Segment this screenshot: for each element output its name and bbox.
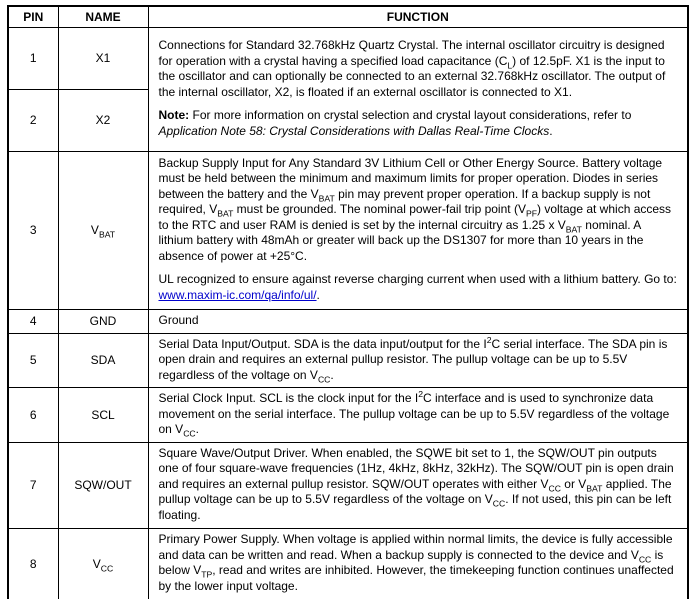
pin-number: 2 [8,89,58,151]
pin-name: GND [58,309,148,333]
function-cell-vbat [148,151,688,309]
table-row-pin-1 [8,27,688,89]
pin-number: 4 [8,309,58,333]
pin-function-table [7,5,689,599]
function-paragraph: Backup Supply Input for Any Standard 3V Lithium Cell or Other Energy Source. Battery voltage must be held between the minimum and maximum limits for proper operation. Diodes in series between the battery and the $V_{BAT}$ pin may prevent proper operation. If a backup supply is not required, $V_{BAT}$ must be grounded. The nominal power-fail trip point $(V_{PF})$ voltage at which access to the RTC and user RAM is denied is set by the internal circuitry as 1.25 x $V_{BAT}$ nominal. A lithium battery with 48mAh or greater will back up the DS1307 for more than 10 years in the absence of power at +25°C. [158,155,672,263]
function-paragraph: Serial Clock Input. SCL is the clock input for the $I^2C$ interface and is used to synchronize data movement on the serial interface. The pullup voltage can be up to 5.5V regardless of the voltage on $V_{CC}$. [158,389,670,439]
function-cell-sda [148,333,688,388]
pin-number: 6 [8,388,58,443]
maxim-ul-link[interactable]: www.maxim-ic.com/qa/info/ul/ [158,287,317,302]
function-note-paragraph: Note: For more information on crystal selection and crystal layout considerations, refer to Application Note 58: Crystal Considerations with Dallas Real-Time Clocks. [158,108,632,138]
function-paragraph: Serial Data Input/Output. SDA is the data input/output for the $I^2C$ serial interface. The SDA pin is open drain and requires an external pullup resistor. The pullup voltage can be up to 5.5V regardless of the voltage on $V_{CC}$. [158,334,668,384]
function-paragraph: Connections for Standard 32.768kHz Quartz Crystal. The internal oscillator circuitry is designed for operation with a crystal having a specified load capacitance $(C_L)$ of 12.5pF. X1 is the input to the oscillator and can optionally be connected to an external 32.768kHz oscillator. The output of the internal oscillator, X2, is floated if an external oscillator is connected to X1. [158,38,666,99]
table-row-pin-7 [8,442,688,528]
pin-name: X1 [58,27,148,89]
function-paragraph: Primary Power Supply. When voltage is applied within normal limits, the device is fully accessible and data can be written and read. When a backup supply is connected to the device and $V_{CC}$ is below $V_{TP}$, read and writes are inhibited. However, the timekeeping function continues unaffected by the lower input voltage. [158,532,674,593]
function-cell-gnd [148,309,688,333]
table-row-pin-3 [8,151,688,309]
pin-name: $V_{CC}$ [58,528,148,599]
header-function: FUNCTION [148,6,688,27]
header-pin: PIN [8,6,58,27]
function-cell-scl [148,388,688,443]
header-row [8,6,688,27]
pin-name: SDA [58,333,148,388]
function-paragraph: Ground [158,312,199,327]
table-row-pin-4 [8,309,688,333]
pin-name: SQW/OUT [58,442,148,528]
function-cell-vcc [148,528,688,599]
pin-number: 3 [8,151,58,309]
pin-name: $V_{BAT}$ [58,151,148,309]
pin-name: SCL [58,388,148,443]
table-row-pin-8 [8,528,688,599]
pin-number: 5 [8,333,58,388]
header-name: NAME [58,6,148,27]
pin-name: X2 [58,89,148,151]
pin-number: 7 [8,442,58,528]
function-ul-paragraph: UL recognized to ensure against reverse charging current when used with a lithium battery. Go to: www.maxim-ic.com/qa/info/ul/. [158,272,677,302]
function-cell-sqw-out [148,442,688,528]
table-row-pin-6 [8,388,688,443]
table-row-pin-5 [8,333,688,388]
function-paragraph: Square Wave/Output Driver. When enabled, the SQWE bit set to 1, the SQW/OUT pin outputs one of four square-wave frequencies (1Hz, 4kHz, 8kHz, 32kHz). The SQW/OUT pin is open drain and requires an external pullup resistor. SQW/OUT operates with either $V_{CC}$ or $V_{BAT}$ applied. The pullup voltage can be up to 5.5V regardless of the voltage on $V_{CC}$. If not used, this pin can be left floating. [158,445,674,522]
pin-number: 8 [8,528,58,599]
pin-number: 1 [8,27,58,89]
function-cell-x1-x2 [148,27,688,151]
